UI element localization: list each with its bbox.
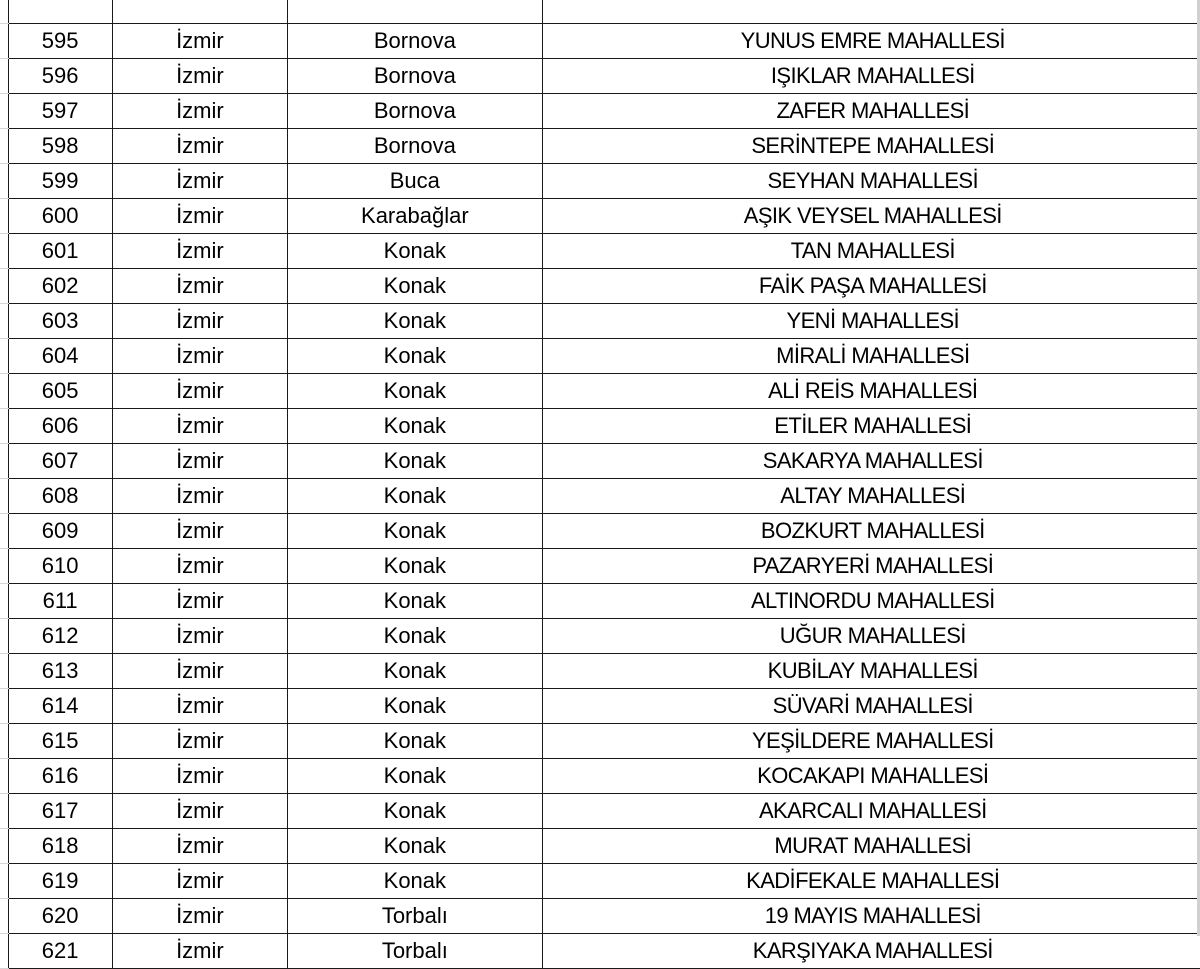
cell-il: İzmir bbox=[112, 199, 287, 234]
cell-no: 598 bbox=[8, 129, 112, 164]
cell-il: İzmir bbox=[112, 724, 287, 759]
cell-il: İzmir bbox=[112, 689, 287, 724]
cell-il: İzmir bbox=[112, 864, 287, 899]
cell-ilce: Konak bbox=[288, 549, 543, 584]
table-row bbox=[0, 94, 1200, 129]
cell-ilce: Konak bbox=[288, 304, 543, 339]
cell-mahalle: IŞIKLAR MAHALLESİ bbox=[542, 59, 1200, 94]
cell-il: İzmir bbox=[112, 514, 287, 549]
cell-no: 606 bbox=[8, 409, 112, 444]
table-row bbox=[0, 864, 1200, 899]
cell-no: 610 bbox=[8, 549, 112, 584]
table-row bbox=[0, 584, 1200, 619]
row-gutter bbox=[0, 409, 8, 444]
row-gutter bbox=[0, 444, 8, 479]
table-row bbox=[0, 899, 1200, 934]
row-gutter bbox=[0, 94, 8, 129]
table-row bbox=[0, 164, 1200, 199]
cell-mahalle bbox=[542, 0, 1200, 24]
cell-il: İzmir bbox=[112, 164, 287, 199]
cell-no bbox=[8, 0, 112, 24]
cell-il: İzmir bbox=[112, 934, 287, 969]
cell-mahalle: TAN MAHALLESİ bbox=[542, 234, 1200, 269]
cell-il: İzmir bbox=[112, 584, 287, 619]
cell-no: 605 bbox=[8, 374, 112, 409]
cell-no: 617 bbox=[8, 794, 112, 829]
row-gutter bbox=[0, 479, 8, 514]
cell-il: İzmir bbox=[112, 59, 287, 94]
cell-no: 596 bbox=[8, 59, 112, 94]
cell-mahalle: YUNUS EMRE MAHALLESİ bbox=[542, 24, 1200, 59]
table-row bbox=[0, 514, 1200, 549]
cell-no: 603 bbox=[8, 304, 112, 339]
row-gutter bbox=[0, 304, 8, 339]
cell-mahalle: AKARCALI MAHALLESİ bbox=[542, 794, 1200, 829]
cell-ilce: Konak bbox=[288, 374, 543, 409]
table-row bbox=[0, 549, 1200, 584]
row-gutter bbox=[0, 619, 8, 654]
cell-mahalle: KUBİLAY MAHALLESİ bbox=[542, 654, 1200, 689]
cell-mahalle: ALTINORDU MAHALLESİ bbox=[542, 584, 1200, 619]
cell-il: İzmir bbox=[112, 409, 287, 444]
cell-ilce: Bornova bbox=[288, 94, 543, 129]
cell-il: İzmir bbox=[112, 759, 287, 794]
table-row bbox=[0, 374, 1200, 409]
table-row bbox=[0, 199, 1200, 234]
row-gutter bbox=[0, 24, 8, 59]
cell-il: İzmir bbox=[112, 339, 287, 374]
row-gutter bbox=[0, 899, 8, 934]
row-gutter bbox=[0, 339, 8, 374]
cell-mahalle: ALTAY MAHALLESİ bbox=[542, 479, 1200, 514]
cell-no: 604 bbox=[8, 339, 112, 374]
cell-mahalle: ZAFER MAHALLESİ bbox=[542, 94, 1200, 129]
table-row bbox=[0, 24, 1200, 59]
cell-mahalle: MURAT MAHALLESİ bbox=[542, 829, 1200, 864]
table-row bbox=[0, 444, 1200, 479]
cell-no: 613 bbox=[8, 654, 112, 689]
cell-no: 621 bbox=[8, 934, 112, 969]
table-row bbox=[0, 304, 1200, 339]
cell-no: 612 bbox=[8, 619, 112, 654]
cell-mahalle: SAKARYA MAHALLESİ bbox=[542, 444, 1200, 479]
cell-ilce: Konak bbox=[288, 234, 543, 269]
row-gutter bbox=[0, 374, 8, 409]
table-row bbox=[0, 59, 1200, 94]
cell-il: İzmir bbox=[112, 794, 287, 829]
cell-no: 609 bbox=[8, 514, 112, 549]
cell-ilce: Konak bbox=[288, 759, 543, 794]
row-gutter bbox=[0, 689, 8, 724]
cell-il: İzmir bbox=[112, 654, 287, 689]
cell-il: İzmir bbox=[112, 304, 287, 339]
table-row bbox=[0, 934, 1200, 969]
cell-no: 616 bbox=[8, 759, 112, 794]
cell-ilce: Konak bbox=[288, 654, 543, 689]
cell-ilce: Bornova bbox=[288, 59, 543, 94]
cell-mahalle: FAİK PAŞA MAHALLESİ bbox=[542, 269, 1200, 304]
cell-mahalle: YEŞİLDERE MAHALLESİ bbox=[542, 724, 1200, 759]
row-gutter bbox=[0, 234, 8, 269]
cell-ilce: Torbalı bbox=[288, 934, 543, 969]
cell-ilce: Konak bbox=[288, 444, 543, 479]
cell-ilce: Konak bbox=[288, 829, 543, 864]
cell-no: 607 bbox=[8, 444, 112, 479]
cell-ilce: Konak bbox=[288, 409, 543, 444]
cell-no: 615 bbox=[8, 724, 112, 759]
row-gutter bbox=[0, 0, 8, 24]
cell-no: 611 bbox=[8, 584, 112, 619]
cell-mahalle: UĞUR MAHALLESİ bbox=[542, 619, 1200, 654]
cell-ilce bbox=[288, 0, 543, 24]
cell-mahalle: AŞIK VEYSEL MAHALLESİ bbox=[542, 199, 1200, 234]
table-row bbox=[0, 724, 1200, 759]
cell-mahalle: PAZARYERİ MAHALLESİ bbox=[542, 549, 1200, 584]
row-gutter bbox=[0, 59, 8, 94]
table-row bbox=[0, 654, 1200, 689]
cell-no: 614 bbox=[8, 689, 112, 724]
row-gutter bbox=[0, 864, 8, 899]
cell-no: 619 bbox=[8, 864, 112, 899]
cell-mahalle: SERİNTEPE MAHALLESİ bbox=[542, 129, 1200, 164]
table-row bbox=[0, 479, 1200, 514]
cell-mahalle: YENİ MAHALLESİ bbox=[542, 304, 1200, 339]
table-row bbox=[0, 689, 1200, 724]
cell-il: İzmir bbox=[112, 444, 287, 479]
cell-no: 595 bbox=[8, 24, 112, 59]
row-gutter bbox=[0, 759, 8, 794]
cell-no: 618 bbox=[8, 829, 112, 864]
row-gutter bbox=[0, 794, 8, 829]
row-gutter bbox=[0, 934, 8, 969]
table-row bbox=[0, 129, 1200, 164]
table-row bbox=[0, 0, 1200, 24]
row-gutter bbox=[0, 724, 8, 759]
row-gutter bbox=[0, 269, 8, 304]
cell-no: 597 bbox=[8, 94, 112, 129]
table-row bbox=[0, 619, 1200, 654]
cell-ilce: Bornova bbox=[288, 24, 543, 59]
cell-il: İzmir bbox=[112, 899, 287, 934]
row-gutter bbox=[0, 129, 8, 164]
table-row bbox=[0, 794, 1200, 829]
cell-ilce: Konak bbox=[288, 619, 543, 654]
cell-il: İzmir bbox=[112, 549, 287, 584]
cell-il: İzmir bbox=[112, 94, 287, 129]
row-gutter bbox=[0, 514, 8, 549]
cell-mahalle: KARŞIYAKA MAHALLESİ bbox=[542, 934, 1200, 969]
cell-ilce: Karabağlar bbox=[288, 199, 543, 234]
row-gutter bbox=[0, 199, 8, 234]
cell-il: İzmir bbox=[112, 24, 287, 59]
cell-ilce: Konak bbox=[288, 479, 543, 514]
cell-ilce: Konak bbox=[288, 584, 543, 619]
cell-il: İzmir bbox=[112, 129, 287, 164]
cell-ilce: Konak bbox=[288, 864, 543, 899]
cell-il: İzmir bbox=[112, 374, 287, 409]
cell-il: İzmir bbox=[112, 619, 287, 654]
cell-il: İzmir bbox=[112, 269, 287, 304]
cell-il: İzmir bbox=[112, 479, 287, 514]
cell-no: 620 bbox=[8, 899, 112, 934]
cell-mahalle: 19 MAYIS MAHALLESİ bbox=[542, 899, 1200, 934]
cell-mahalle: KADİFEKALE MAHALLESİ bbox=[542, 864, 1200, 899]
row-gutter bbox=[0, 164, 8, 199]
cell-ilce: Konak bbox=[288, 339, 543, 374]
cell-il bbox=[112, 0, 287, 24]
row-gutter bbox=[0, 584, 8, 619]
cell-no: 601 bbox=[8, 234, 112, 269]
row-gutter bbox=[0, 549, 8, 584]
table-row bbox=[0, 269, 1200, 304]
cell-ilce: Buca bbox=[288, 164, 543, 199]
table-row bbox=[0, 829, 1200, 864]
table-row bbox=[0, 234, 1200, 269]
cell-no: 602 bbox=[8, 269, 112, 304]
cell-il: İzmir bbox=[112, 234, 287, 269]
cell-mahalle: SÜVARİ MAHALLESİ bbox=[542, 689, 1200, 724]
cell-ilce: Bornova bbox=[288, 129, 543, 164]
cell-ilce: Konak bbox=[288, 794, 543, 829]
table-row bbox=[0, 759, 1200, 794]
cell-ilce: Torbalı bbox=[288, 899, 543, 934]
cell-mahalle: SEYHAN MAHALLESİ bbox=[542, 164, 1200, 199]
cell-mahalle: MİRALİ MAHALLESİ bbox=[542, 339, 1200, 374]
row-gutter bbox=[0, 829, 8, 864]
cell-ilce: Konak bbox=[288, 724, 543, 759]
table-row bbox=[0, 409, 1200, 444]
cell-mahalle: KOCAKAPI MAHALLESİ bbox=[542, 759, 1200, 794]
cell-no: 599 bbox=[8, 164, 112, 199]
cell-mahalle: BOZKURT MAHALLESİ bbox=[542, 514, 1200, 549]
cell-mahalle: ETİLER MAHALLESİ bbox=[542, 409, 1200, 444]
cell-ilce: Konak bbox=[288, 689, 543, 724]
cell-il: İzmir bbox=[112, 829, 287, 864]
cell-mahalle: ALİ REİS MAHALLESİ bbox=[542, 374, 1200, 409]
table-row bbox=[0, 339, 1200, 374]
cell-ilce: Konak bbox=[288, 514, 543, 549]
cell-ilce: Konak bbox=[288, 269, 543, 304]
cell-no: 608 bbox=[8, 479, 112, 514]
cell-no: 600 bbox=[8, 199, 112, 234]
row-gutter bbox=[0, 654, 8, 689]
